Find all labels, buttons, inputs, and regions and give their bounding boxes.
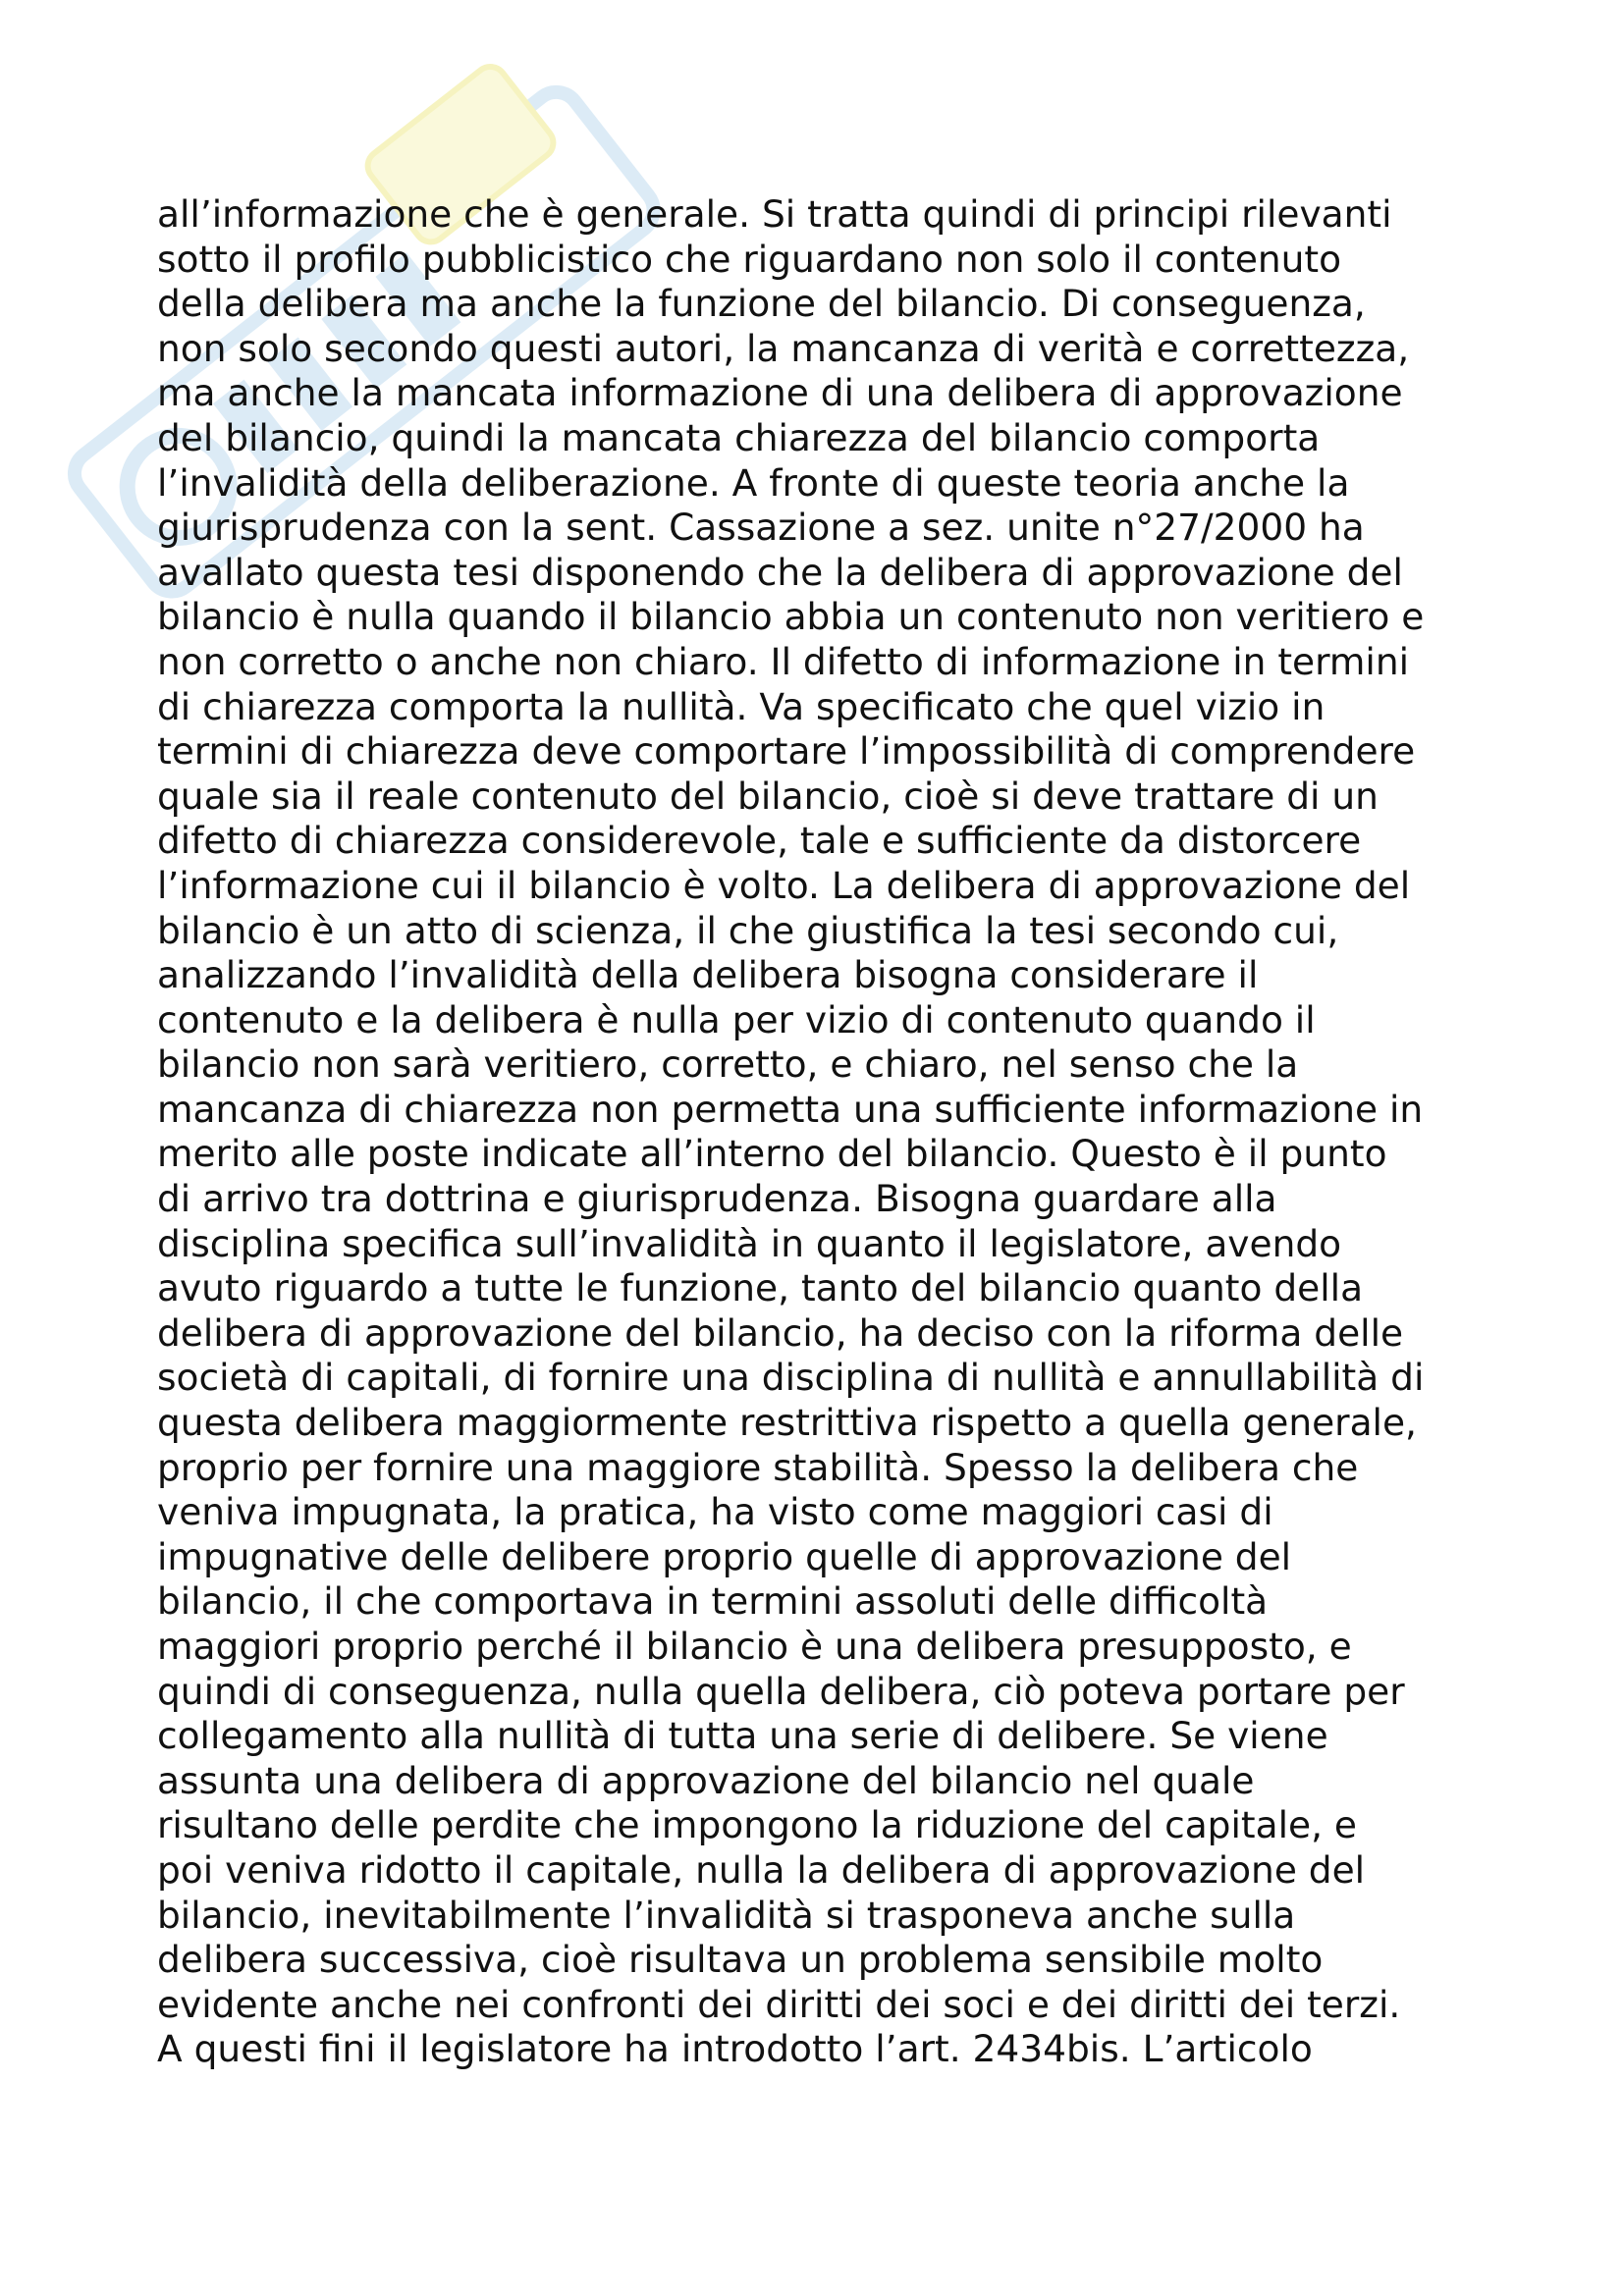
text-line: contenuto e la delibera è nulla per vizio di contenuto quando il (157, 997, 1316, 1041)
text-line: mancanza di chiarezza non permetta una sufficiente informazione in (157, 1087, 1424, 1131)
text-line: assunta una delibera di approvazione del bilancio nel quale (157, 1758, 1255, 1802)
text-line: poi veniva ridotto il capitale, nulla la delibera di approvazione del (157, 1847, 1366, 1892)
text-line: analizzando l’invalidità della delibera bisogna considerare il (157, 953, 1259, 997)
text-line: proprio per fornire una maggiore stabilità. Spesso la delibera che (157, 1445, 1359, 1489)
text-line: ma anche la mancata informazione di una delibera di approvazione (157, 371, 1403, 415)
text-line: bilancio è un atto di scienza, il che giustifica la tesi secondo cui, (157, 908, 1339, 952)
text-line: difetto di chiarezza considerevole, tale e sufficiente da distorcere (157, 819, 1362, 863)
text-line: veniva impugnata, la pratica, ha visto come maggiori casi di (157, 1490, 1273, 1534)
text-line: delibera di approvazione del bilancio, ha deciso con la riforma delle (157, 1310, 1404, 1355)
text-line: quindi di conseguenza, nulla quella delibera, ciò poteva portare per (157, 1669, 1405, 1713)
text-line: impugnative delle delibere proprio quelle di approvazione del (157, 1534, 1292, 1578)
text-line: questa delibera maggiormente restrittiva rispetto a quella generale, (157, 1401, 1417, 1445)
text-line: evidente anche nei confronti dei diritti dei soci e dei diritti dei terzi. (157, 1982, 1401, 2026)
text-line: di arrivo tra dottrina e giurisprudenza. Bisogna guardare alla (157, 1177, 1277, 1221)
text-line: sotto il profilo pubblicistico che riguardano non solo il contenuto (157, 237, 1342, 281)
text-line: risultano delle perdite che impongono la riduzione del capitale, e (157, 1803, 1357, 1847)
text-line: maggiori proprio perché il bilancio è una delibera presupposto, e (157, 1625, 1352, 1668)
text-line: merito alle poste indicate all’interno del bilancio. Questo è il punto (157, 1132, 1387, 1176)
text-line: del bilancio, quindi la mancata chiarezza del bilancio comporta (157, 415, 1321, 459)
text-line: bilancio, il che comportava in termini assoluti delle difficoltà (157, 1579, 1269, 1624)
text-line: termini di chiarezza deve comportare l’impossibilità di comprendere (157, 729, 1416, 774)
text-line: all’informazione che è generale. Si tratta quindi di principi rilevanti (157, 192, 1392, 236)
text-line: società di capitali, di fornire una disciplina di nullità e annullabilità di (157, 1356, 1425, 1400)
text-line: quale sia il reale contenuto del bilancio, cioè si deve trattare di un (157, 774, 1379, 818)
text-line: disciplina specifica sull’invalidità in quanto il legislatore, avendo (157, 1221, 1342, 1265)
text-line: giurisprudenza con la sent. Cassazione a sez. unite n°27/2000 ha (157, 506, 1365, 550)
text-line: collegamento alla nullità di tutta una serie di delibere. Se viene (157, 1714, 1328, 1758)
text-line: non solo secondo questi autori, la mancanza di verità e correttezza, (157, 326, 1410, 370)
text-line: bilancio, inevitabilmente l’invalidità si trasponeva anche sulla (157, 1893, 1296, 1937)
text-line: A questi fini il legislatore ha introdotto l’art. 2434bis. L’articolo (157, 2027, 1313, 2071)
text-line: delibera successiva, cioè risultava un problema sensibile molto (157, 1938, 1324, 1982)
text-line: avuto riguardo a tutte le funzione, tanto del bilancio quanto della (157, 1266, 1364, 1310)
text-line: non corretto o anche non chiaro. Il difetto di informazione in termini (157, 639, 1410, 683)
text-line: di chiarezza comporta la nullità. Va specificato che quel vizio in (157, 684, 1325, 728)
text-line: bilancio non sarà veritiero, corretto, e chiaro, nel senso che la (157, 1042, 1299, 1087)
text-line: l’invalidità della deliberazione. A fronte di queste teoria anche la (157, 460, 1350, 505)
text-line: avallato questa tesi disponendo che la delibera di approvazione del (157, 550, 1403, 594)
text-line: della delibera ma anche la funzione del bilancio. Di conseguenza, (157, 282, 1366, 326)
text-line: l’informazione cui il bilancio è volto. La delibera di approvazione del (157, 863, 1411, 907)
text-line: bilancio è nulla quando il bilancio abbia un contenuto non veritiero e (157, 595, 1425, 639)
document-body (157, 192, 1512, 2072)
